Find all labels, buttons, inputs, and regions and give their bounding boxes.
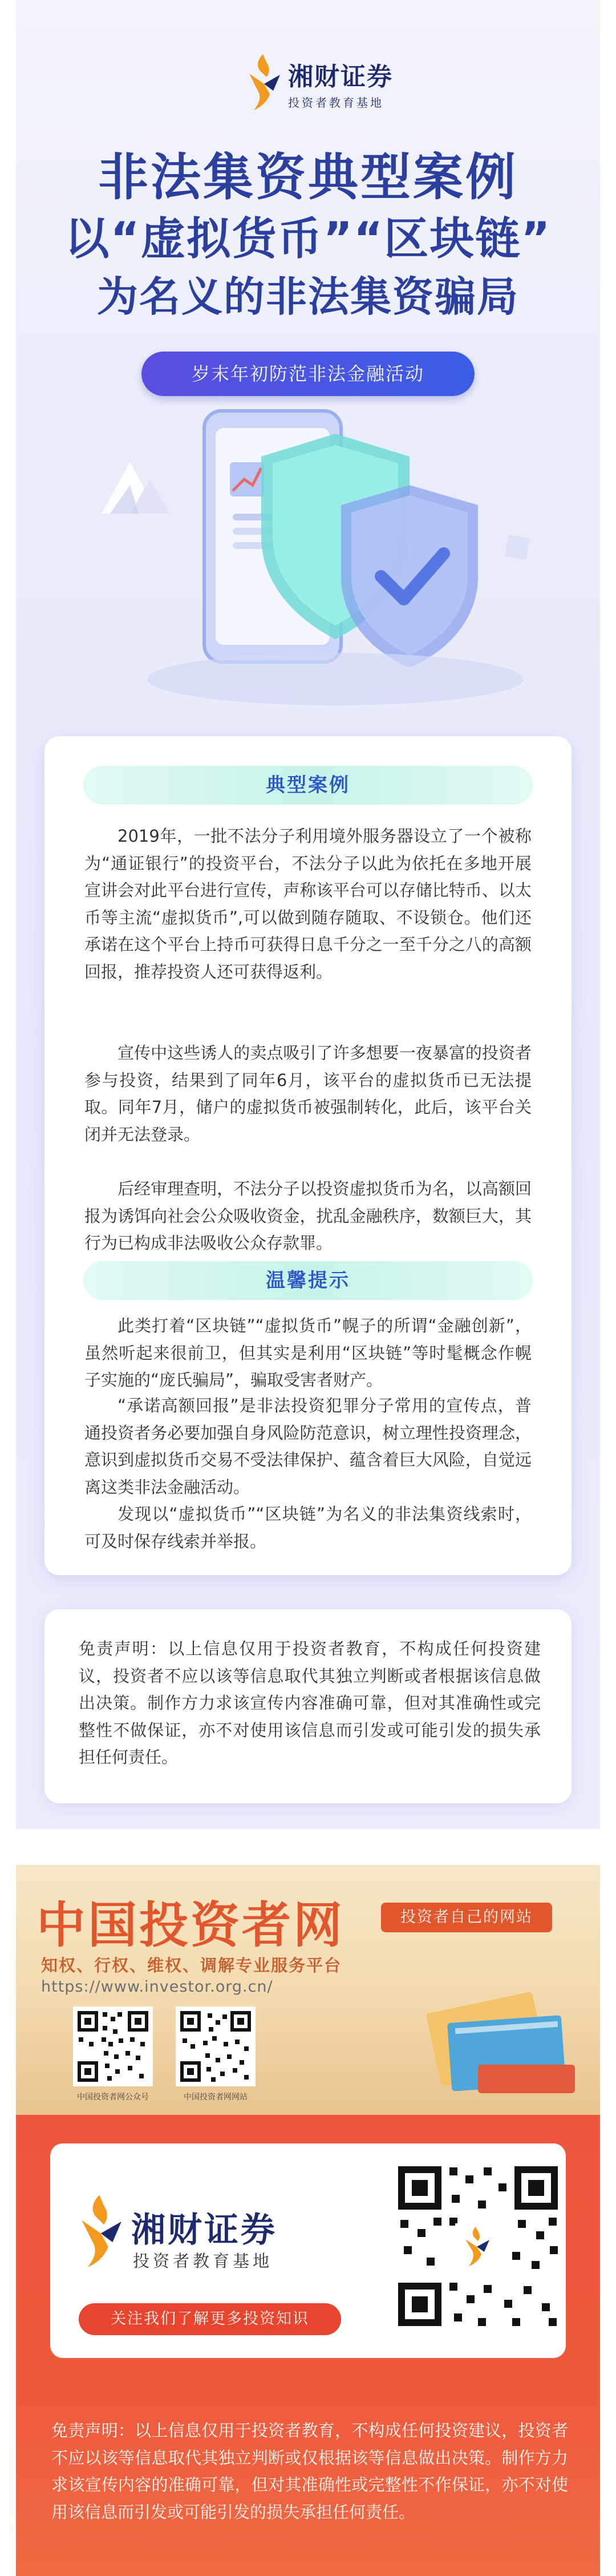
tips-paragraph: 此类打着“区块链”“虚拟货币”幌子的所谓“金融创新”，虽然听起来很前卫，但其实是利用“区块链”等时髦概念作幌子实施的“庞氏骗局”，骗取受害者财产。 [84,1316,532,1390]
qr-caption: 中国投资者网公众号 [77,2093,149,2102]
brand-header [247,51,393,114]
qr-code-icon [176,2006,256,2086]
network-tag: 投资者自己的网站 [381,1903,552,1932]
page-title [16,146,600,325]
brand-name: 湘财证券 [288,62,393,91]
section-title-case: 典型案例 [83,766,533,805]
title-line-2: 以“虚拟货币”“区块链” [64,213,552,265]
investor-network-banner[interactable] [16,1865,600,2115]
qr-wechat[interactable] [67,2006,159,2102]
title-line-1: 非法集资典型案例 [98,148,518,207]
title-line-3: 为名义的非法集资骗局 [96,273,519,321]
case-paragraph: 后经审理查明，不法分子以投资虚拟货币为名，以高额回报为诱饵向社会公众吸收资金，扰乱金融秩序，数额巨大，其行为已构成非法吸收公众存款罪。 [84,1179,532,1253]
qr-website[interactable] [170,2006,261,2102]
xiangcai-logo-icon [247,54,282,111]
bottom-disclaimer: 免责声明：以上信息仅用于投资者教育，不构成任何投资建议，投资者不应以该等信息取代其独立判断或仅根据该等信息做出决策。制作方力求该宣传内容的准确可靠，但对其准确性或完整性不作保证，亦不对使用该信息而引发或可能引发的损失承担任何责任。 [51,2421,568,2522]
network-services: 知权、行权、维权、调解专业服务平台 [41,1956,342,1975]
bottom-brand-subtitle: 投资者教育基地 [133,2251,273,2271]
section-title-tips: 温馨提示 [83,1261,533,1300]
follow-button[interactable]: 关注我们了解更多投资知识 [79,2303,341,2335]
tips-paragraph: 发现以“虚拟货币”“区块链”为名义的非法集资线索时，可及时保存线索并举报。 [84,1504,532,1551]
network-url[interactable]: https://www.investor.org.cn/ [41,1978,273,1996]
bottom-section [16,2115,600,2576]
tips-paragraph: “承诺高额回报”是非法投资犯罪分子常用的宣传点，普通投资者务必要加强自身风险防范意识，树立理性投资理念，意识到虚拟货币交易不受法律保护、蕴含着巨大风险，自觉远离这类非法金融活动。 [84,1396,532,1497]
poster-section [16,0,600,1829]
content-card [44,736,572,1575]
brand-subtitle: 投资者教育基地 [288,95,384,110]
activity-badge: 岁末年初防范非法金融活动 [141,352,475,396]
books-icon [415,1979,586,2105]
disclaimer-card [44,1609,572,1803]
case-paragraph: 宣传中这些诱人的卖点吸引了许多想要一夜暴富的投资者参与投资，结果到了同年6月，该平台的虚拟货币已无法提取。同年7月，储户的虚拟货币被强制转化，此后，该平台关闭并无法登录。 [84,1043,532,1144]
qr-code-icon [73,2006,153,2086]
bottom-brand-name: 湘财证券 [131,2210,277,2250]
qr-caption: 中国投资者网网站 [184,2093,248,2102]
xiangcai-logo-icon [79,2195,124,2269]
mountain-icon [102,462,170,514]
disclaimer-text: 免责声明：以上信息仅用于投资者教育，不构成任何投资建议，投资者不应以该等信息取代其独立判断或者根据该信息做出决策。制作方力求该宣传内容准确可靠，但对其准确性或完整性不做保证，亦不对使用该信息而引发或可能引发的损失承担任何责任。 [79,1639,541,1767]
qr-code-icon[interactable] [392,2161,564,2332]
case-paragraph: 2019年，一批不法分子利用境外服务器设立了一个被称为“通证银行”的投资平台，不法分子以此为依托在多地开展宣讲会对此平台进行宣传，声称该平台可以存储比特币、以太币等主流“虚拟货币”,可以做到随存随取、不设锁仓。他们还承诺在这个平台上持币可获得日息千分之一至千分之八的高额回报，推荐投资人还可获得返利。 [84,826,532,982]
hero-illustration [16,399,600,719]
follow-card [50,2143,566,2358]
network-title: 中国投资者网 [37,1897,345,1954]
